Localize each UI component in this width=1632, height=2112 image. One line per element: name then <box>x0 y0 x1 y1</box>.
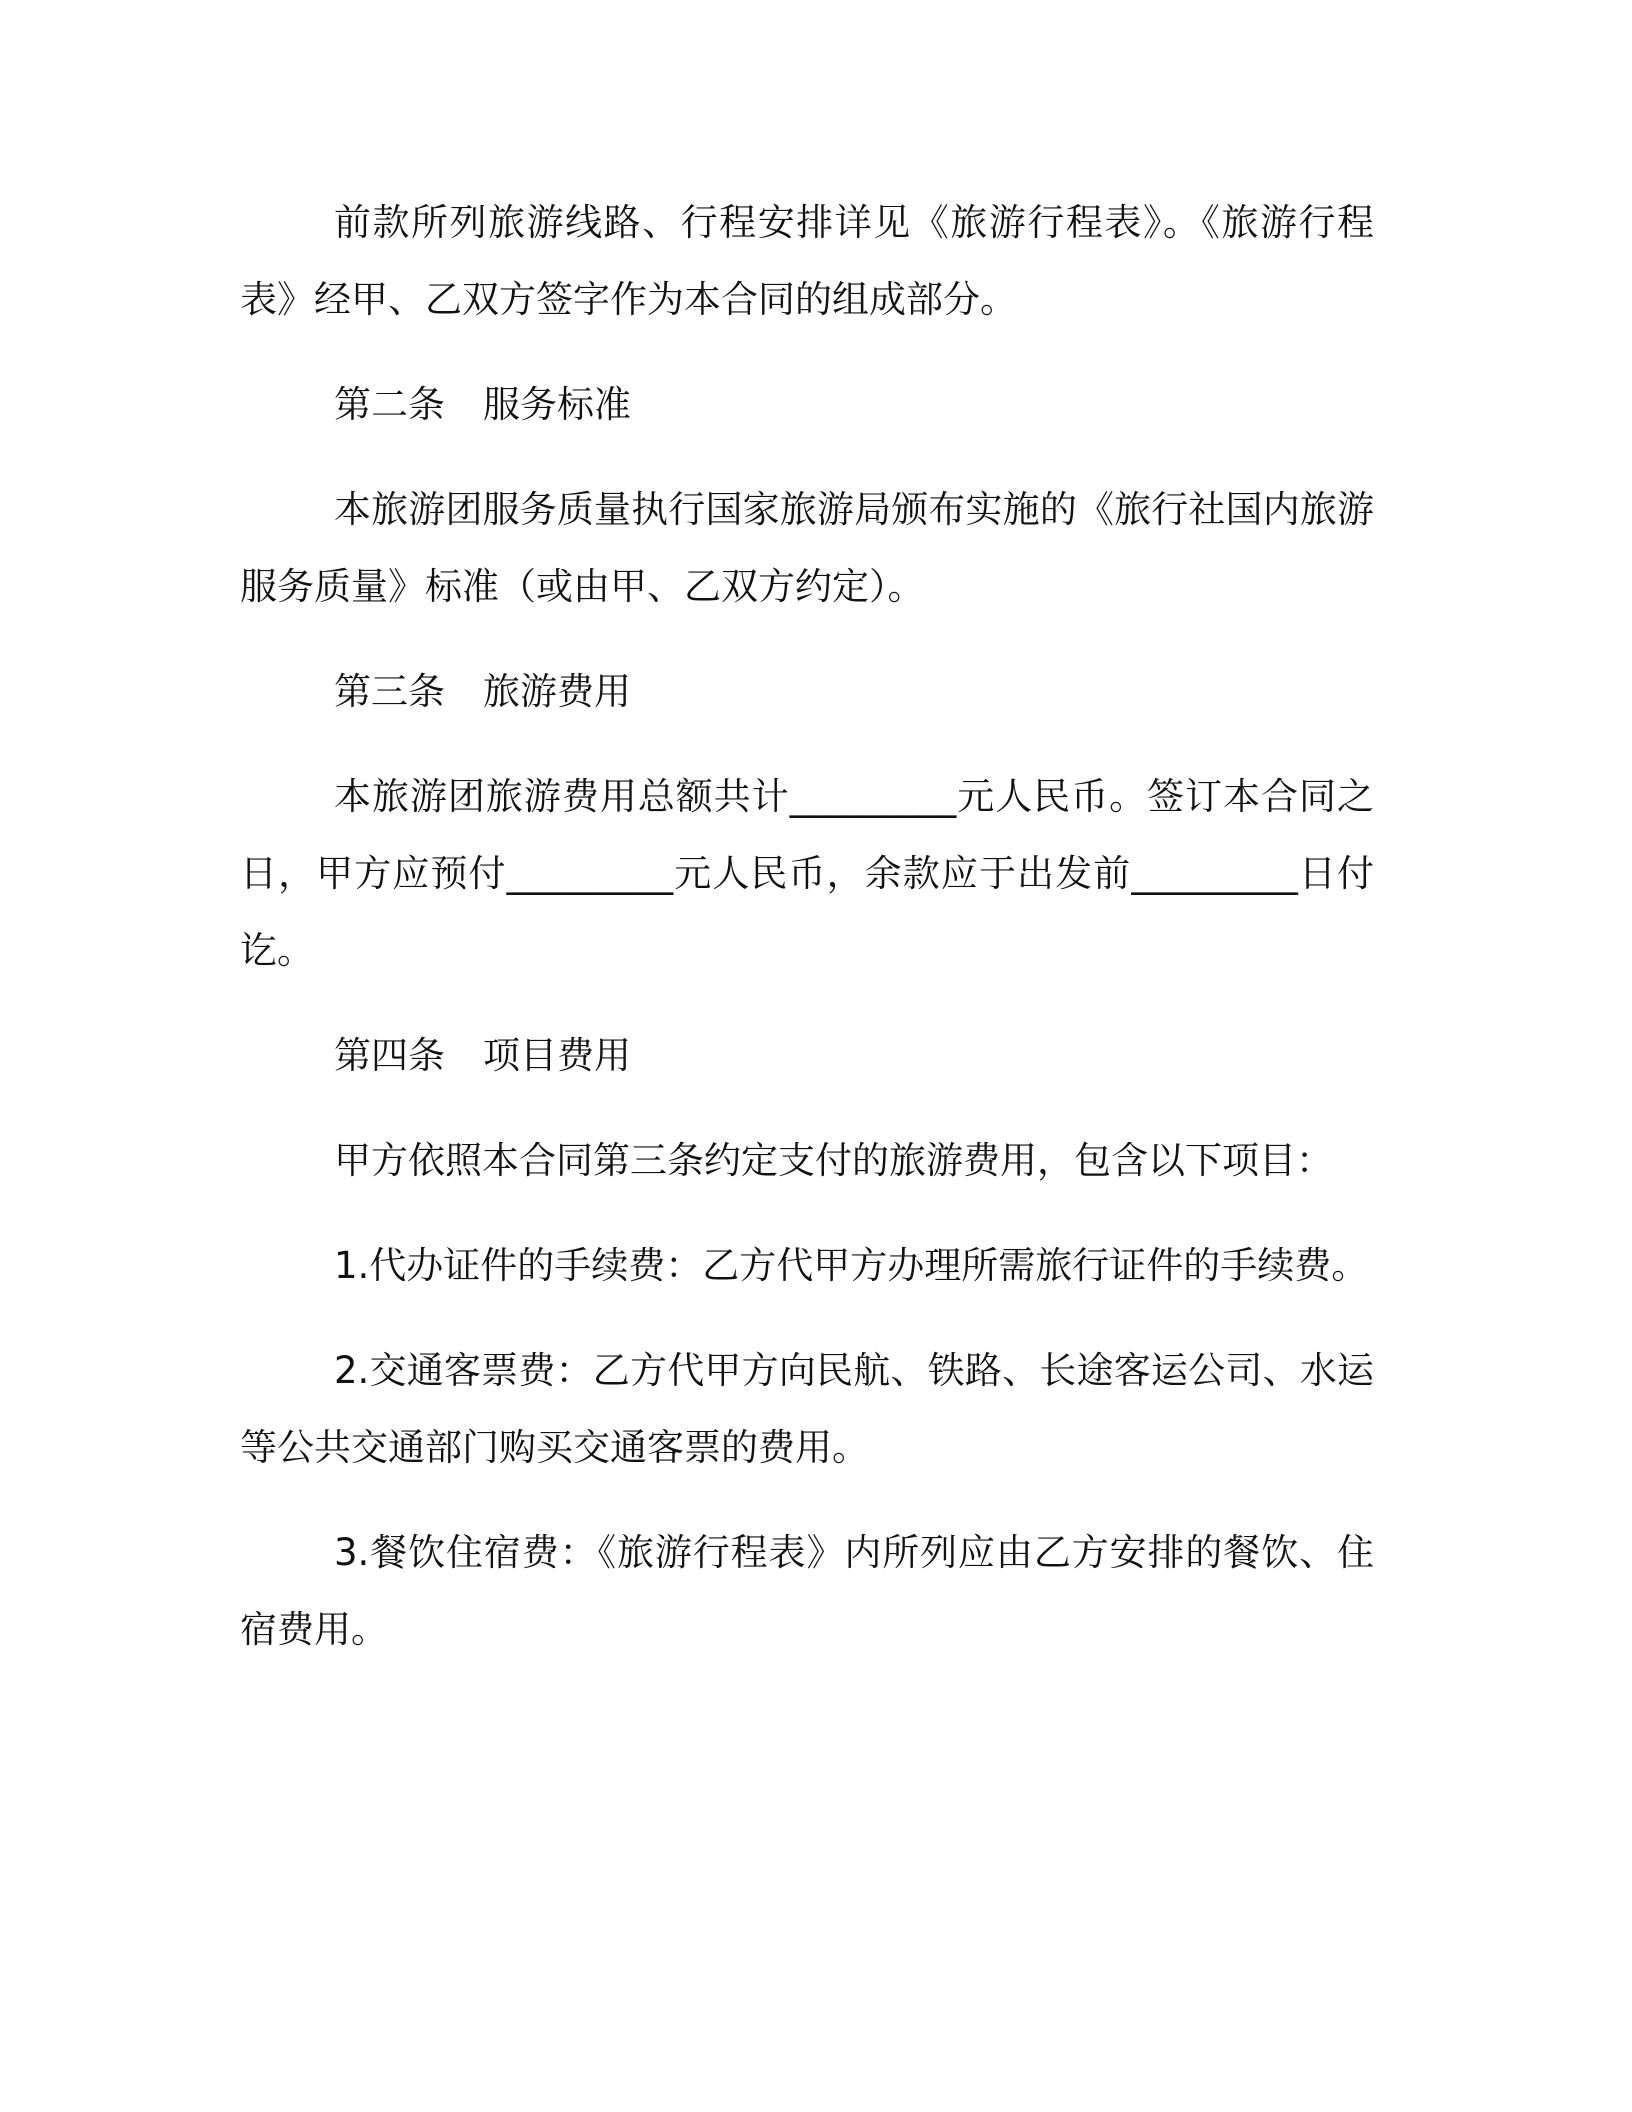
article-2-number: 第二条 <box>334 383 445 426</box>
paragraph-itinerary: 前款所列旅游线路、行程安排详见《旅游行程表》。《旅游行程表》经甲、乙双方签字作为本合同的组成部分。 <box>240 201 1374 321</box>
list-item-meal-lodging-fees: 3.餐饮住宿费：《旅游行程表》内所列应由乙方安排的餐饮、住宿费用。 <box>240 1531 1374 1651</box>
list-item-transport-fees: 2.交通客票费：乙方代甲方向民航、铁路、长途客运公司、水运等公共交通部门购买交通客票的费用。 <box>240 1349 1374 1469</box>
list-item-document-fees: 1.代办证件的手续费：乙方代甲方办理所需旅行证件的手续费。 <box>334 1244 1369 1287</box>
article-2-heading <box>240 366 1374 443</box>
article-4-title: 项目费用 <box>483 1034 631 1077</box>
article-4-heading <box>240 1017 1374 1094</box>
paragraph-travel-fees: 本旅游团旅游费用总额共计_________元人民币。签订本合同之日，甲方应预付_________元人民币，余款应于出发前_________日付讫。 <box>240 775 1374 972</box>
paragraph-service-standard: 本旅游团服务质量执行国家旅游局颁布实施的《旅行社国内旅游服务质量》标准（或由甲、乙双方约定）。 <box>240 488 1374 608</box>
article-3-heading <box>240 653 1374 730</box>
article-3-number: 第三条 <box>334 670 445 713</box>
article-2-title: 服务标准 <box>483 383 631 426</box>
article-4-number: 第四条 <box>334 1034 445 1077</box>
document-body <box>240 184 1374 1696</box>
paragraph-fee-items-intro: 甲方依照本合同第三条约定支付的旅游费用，包含以下项目： <box>334 1139 1333 1182</box>
article-3-title: 旅游费用 <box>483 670 631 713</box>
